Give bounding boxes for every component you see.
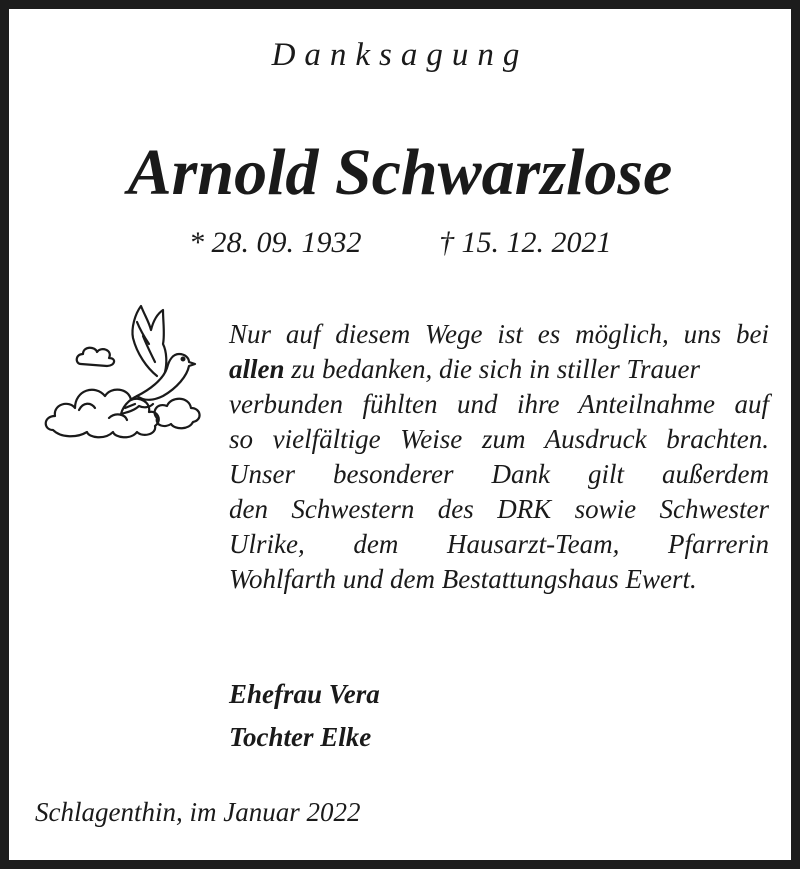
- signature-daughter: Tochter Elke: [229, 722, 372, 752]
- heading: Danksagung: [271, 37, 529, 73]
- dove-illustration: [39, 292, 209, 442]
- body-line: [229, 352, 769, 387]
- body-line: Unser besonderer Dank gilt außerdem: [229, 459, 769, 489]
- emphasized-word: allen: [229, 354, 285, 384]
- birth-date: * 28. 09. 1932: [189, 226, 362, 259]
- small-cloud-shape: [77, 348, 114, 366]
- signature-wife: Ehefrau Vera: [229, 679, 380, 709]
- right-cloud-shape: [155, 399, 200, 429]
- death-date: † 15. 12. 2021: [439, 226, 612, 259]
- body-line: verbunden fühlten und ihre Anteilnahme auf: [229, 389, 769, 419]
- thank-you-text: [229, 317, 769, 597]
- dove-wing-shape: [132, 306, 166, 376]
- deceased-name: Arnold Schwarzlose: [127, 136, 673, 209]
- body-line-rest: zu bedanken, die sich in stiller Trauer: [284, 354, 700, 384]
- body-line: den Schwestern des DRK sowie Schwester: [229, 494, 769, 524]
- body-line: so vielfältige Weise zum Ausdruck brachten.: [229, 424, 769, 454]
- large-cloud-shape: [46, 390, 159, 438]
- body-line: Wohlfarth und dem Bestattungshaus Ewert.: [229, 564, 697, 594]
- place-and-date: Schlagenthin, im Januar 2022: [35, 797, 361, 827]
- body-line: Nur auf diesem Wege ist es möglich, uns bei: [229, 319, 769, 349]
- body-line: Ulrike, dem Hausarzt-Team, Pfarrerin: [229, 529, 769, 559]
